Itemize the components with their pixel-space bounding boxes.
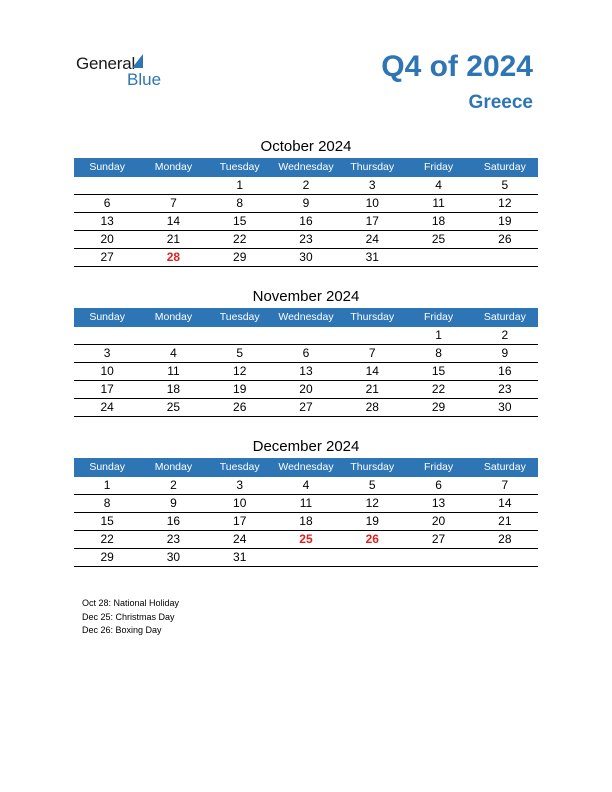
day-cell: 24 — [100, 400, 114, 414]
day-cell: 29 — [100, 550, 114, 564]
month-title: December 2024 — [252, 438, 360, 455]
day-cell: 7 — [170, 196, 177, 210]
day-cell: 18 — [431, 214, 446, 228]
day-cell: 23 — [498, 382, 512, 396]
day-cell: 8 — [435, 346, 442, 360]
day-cell: 17 — [233, 514, 247, 528]
month-november — [74, 286, 538, 417]
day-cell: 9 — [501, 346, 509, 360]
day-cell: 25 — [299, 532, 313, 546]
day-cell — [140, 327, 206, 344]
day-cell: 14 — [365, 364, 379, 378]
week-row — [74, 495, 538, 513]
month-title: October 2024 — [260, 138, 352, 155]
week-row — [74, 195, 538, 213]
day-cell: 25 — [166, 400, 181, 414]
day-cell: 18 — [299, 514, 313, 528]
day-cell: 2 — [170, 478, 177, 492]
quarter-title: Q4 of 2024 — [381, 50, 533, 83]
day-cell: 17 — [100, 382, 114, 396]
day-cell: 26 — [498, 232, 512, 246]
day-cell: 16 — [166, 514, 181, 528]
weekday-label: Sunday — [89, 311, 125, 323]
day-cell — [74, 177, 140, 194]
day-cell — [207, 327, 273, 344]
day-cell: 17 — [365, 214, 379, 228]
week-row — [74, 231, 538, 249]
weekday-label: Thursday — [350, 311, 395, 323]
day-cell: 11 — [167, 364, 180, 378]
week-row — [74, 177, 538, 195]
day-cell: 15 — [431, 364, 446, 378]
day-cell: 28 — [365, 400, 379, 414]
day-cell: 25 — [431, 232, 446, 246]
day-cell: 4 — [302, 478, 310, 492]
day-cell: 2 — [302, 178, 310, 192]
day-cell — [74, 327, 140, 344]
logo-triangle-icon — [132, 54, 143, 68]
day-cell: 6 — [103, 196, 111, 210]
weekday-label: Saturday — [483, 161, 526, 173]
weekday-label: Saturday — [483, 311, 526, 323]
day-cell: 29 — [233, 250, 247, 264]
weekday-label: Friday — [423, 161, 454, 173]
day-cell: 19 — [498, 214, 512, 228]
weekday-header — [74, 308, 538, 327]
day-cell — [273, 549, 339, 566]
day-cell: 11 — [432, 196, 445, 210]
day-cell: 6 — [435, 478, 442, 492]
day-cell — [405, 549, 471, 566]
day-cell: 19 — [233, 382, 247, 396]
day-cell — [472, 249, 538, 266]
day-cell: 2 — [501, 328, 509, 342]
day-cell: 3 — [368, 178, 376, 192]
month-title: November 2024 — [252, 288, 360, 305]
day-cell: 22 — [233, 232, 247, 246]
day-cell: 21 — [498, 514, 512, 528]
week-row — [74, 531, 538, 549]
day-cell: 1 — [236, 178, 244, 192]
day-cell: 21 — [166, 232, 181, 246]
day-cell: 21 — [365, 382, 379, 396]
day-cell: 10 — [100, 364, 114, 378]
day-cell: 30 — [299, 250, 313, 264]
day-cell: 31 — [233, 550, 247, 564]
day-cell: 12 — [365, 496, 379, 510]
day-cell — [140, 177, 206, 194]
day-cell: 12 — [498, 196, 512, 210]
day-cell: 20 — [431, 514, 446, 528]
week-row — [74, 549, 538, 567]
day-cell: 8 — [103, 496, 111, 510]
day-cell: 26 — [233, 400, 247, 414]
day-cell: 13 — [100, 214, 114, 228]
weekday-label: Monday — [154, 311, 193, 323]
logo — [76, 52, 176, 92]
day-cell: 20 — [299, 382, 313, 396]
weekday-label: Monday — [154, 461, 193, 473]
day-cell: 24 — [365, 232, 379, 246]
day-cell: 27 — [431, 532, 446, 546]
day-cell: 9 — [302, 196, 310, 210]
day-cell: 20 — [100, 232, 114, 246]
week-row — [74, 213, 538, 231]
day-cell: 3 — [103, 346, 111, 360]
holiday-note: Dec 26: Boxing Day — [82, 625, 162, 635]
weekday-label: Tuesday — [219, 311, 260, 323]
weekday-header — [74, 458, 538, 477]
weekday-header — [74, 158, 538, 177]
weekday-label: Thursday — [350, 461, 395, 473]
day-cell — [273, 327, 339, 344]
country-name: Greece — [468, 92, 533, 113]
month-december — [74, 436, 538, 567]
day-cell: 8 — [236, 196, 244, 210]
logo-general-text: General — [76, 54, 136, 73]
day-cell: 28 — [498, 532, 512, 546]
day-cell: 6 — [302, 346, 310, 360]
day-cell: 27 — [299, 400, 313, 414]
day-cell: 15 — [100, 514, 114, 528]
day-cell: 7 — [368, 346, 376, 360]
day-cell — [339, 549, 405, 566]
week-row — [74, 327, 538, 345]
weekday-label: Friday — [423, 461, 454, 473]
day-cell: 23 — [166, 532, 181, 546]
day-cell: 29 — [431, 400, 446, 414]
day-cell: 5 — [501, 178, 509, 192]
day-cell: 13 — [299, 364, 313, 378]
week-row — [74, 477, 538, 495]
day-cell: 27 — [100, 250, 114, 264]
day-cell: 24 — [233, 532, 247, 546]
day-cell: 16 — [498, 364, 512, 378]
day-cell: 4 — [170, 346, 177, 360]
weekday-label: Wednesday — [278, 311, 334, 323]
day-cell: 5 — [236, 346, 244, 360]
day-cell: 5 — [368, 478, 376, 492]
day-cell: 16 — [299, 214, 313, 228]
day-cell — [339, 327, 405, 344]
day-cell: 23 — [299, 232, 313, 246]
weekday-label: Sunday — [89, 461, 125, 473]
weekday-label: Tuesday — [219, 161, 260, 173]
day-cell: 13 — [431, 496, 446, 510]
day-cell: 14 — [166, 214, 181, 228]
week-row — [74, 513, 538, 531]
day-cell: 30 — [498, 400, 512, 414]
week-row — [74, 381, 538, 399]
day-cell: 19 — [365, 514, 379, 528]
day-cell: 1 — [103, 478, 111, 492]
week-row — [74, 399, 538, 417]
day-cell — [472, 549, 538, 566]
day-cell: 26 — [365, 532, 379, 546]
day-cell: 10 — [365, 196, 379, 210]
day-cell: 22 — [100, 532, 114, 546]
weekday-label: Monday — [154, 161, 193, 173]
weekday-label: Saturday — [483, 461, 526, 473]
weekday-label: Thursday — [350, 161, 395, 173]
day-cell: 7 — [501, 478, 509, 492]
day-cell: 15 — [233, 214, 247, 228]
holiday-note: Oct 28: National Holiday — [82, 598, 180, 608]
day-cell: 1 — [435, 328, 442, 342]
day-cell — [405, 249, 471, 266]
weekday-label: Tuesday — [219, 461, 260, 473]
day-cell: 28 — [166, 250, 181, 264]
month-october — [74, 136, 538, 267]
day-cell: 22 — [431, 382, 446, 396]
day-cell: 30 — [166, 550, 181, 564]
week-row — [74, 345, 538, 363]
day-cell: 18 — [166, 382, 181, 396]
holiday-note: Dec 25: Christmas Day — [82, 611, 175, 622]
weekday-label: Wednesday — [278, 461, 334, 473]
logo-blue-text: Blue — [127, 70, 162, 89]
week-row — [74, 249, 538, 267]
weekday-label: Wednesday — [278, 161, 334, 173]
day-cell: 9 — [170, 496, 177, 510]
weekday-label: Friday — [423, 311, 454, 323]
day-cell: 12 — [233, 364, 247, 378]
day-cell: 10 — [233, 496, 247, 510]
day-cell: 14 — [498, 496, 512, 510]
weekday-label: Sunday — [89, 161, 125, 173]
holiday-notes — [82, 597, 179, 638]
day-cell: 31 — [365, 250, 379, 264]
day-cell: 11 — [299, 496, 313, 510]
day-cell: 3 — [236, 478, 244, 492]
week-row — [74, 363, 538, 381]
day-cell: 4 — [435, 178, 442, 192]
